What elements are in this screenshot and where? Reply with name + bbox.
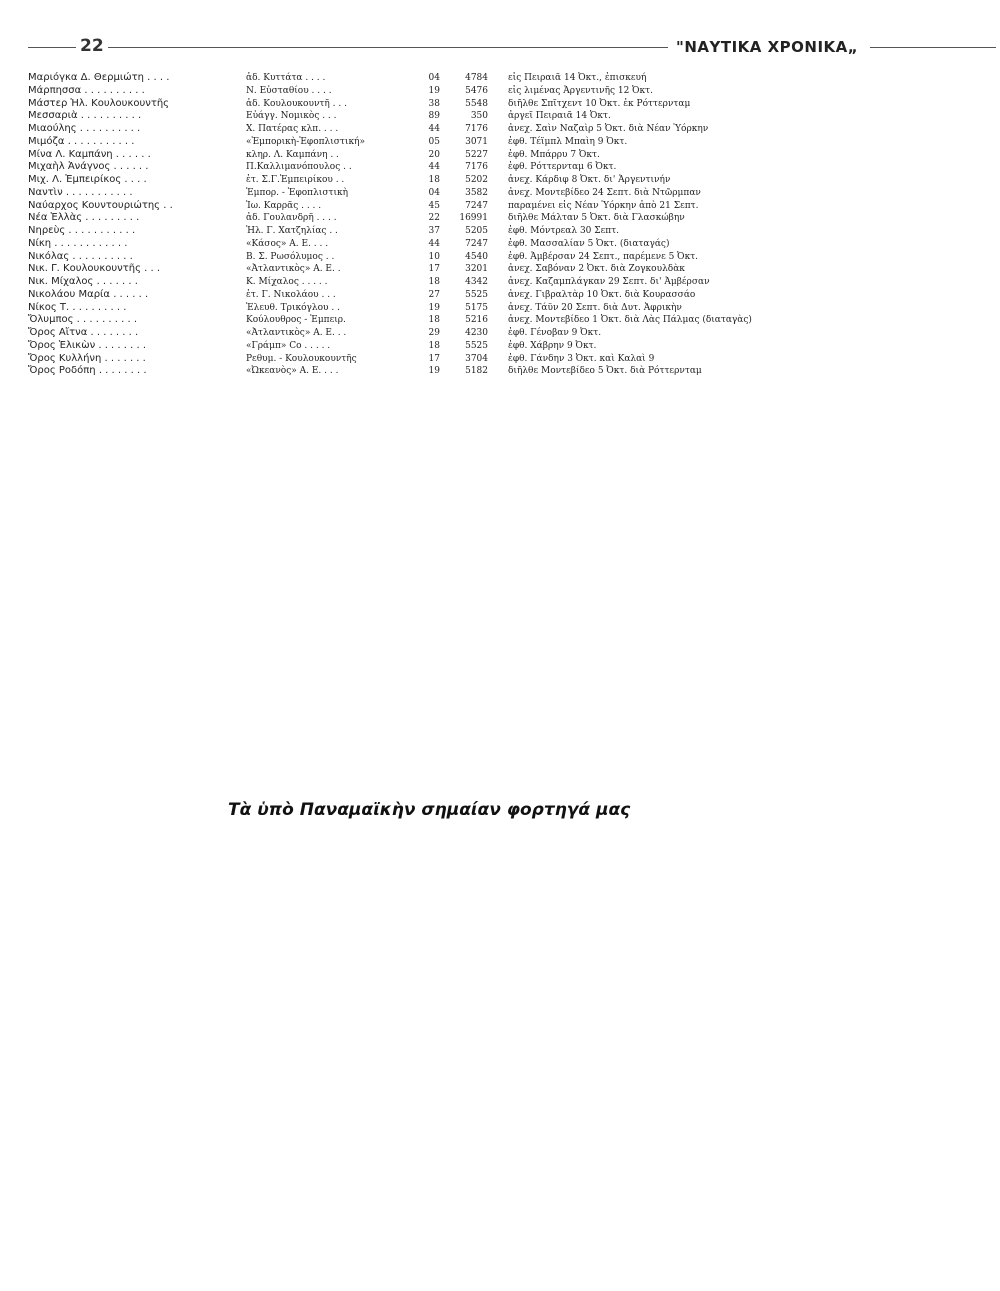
voyage-status: εἰς λιμένας Ἀργεντινῆς 12 Ὀκτ. xyxy=(508,85,654,96)
tonnage: 5548 xyxy=(465,98,488,109)
ship-owner: Εὐάγγ. Νομικὸς . . . xyxy=(246,111,337,122)
ship-row xyxy=(28,238,808,251)
ship-owner: Ἐμπορ. - Ἐφοπλιστικὴ xyxy=(246,187,348,198)
tonnage: 5175 xyxy=(465,302,488,313)
tonnage: 7176 xyxy=(465,124,488,134)
voyage-status: ἐφθ. Ἀμβέρσαν 24 Σεπτ., παρέμενε 5 Ὀκτ. xyxy=(508,251,699,262)
build-year: 22 xyxy=(428,213,440,224)
page-number: 22 xyxy=(80,36,104,56)
ship-owner: «Ἀτλαντικὸς» Α. Ε. . xyxy=(246,264,341,275)
voyage-status: ἀνεχ. Σαὶν Ναζαὶρ 5 Ὀκτ. διὰ Νέαν Ὑόρκην xyxy=(508,124,709,134)
voyage-status: ἀνεχ. Γιβραλτὰρ 10 Ὀκτ. διὰ Κουρασσάο xyxy=(508,289,696,300)
ship-owner: Ν. Εὐσταθίου . . . . xyxy=(246,85,332,96)
ship-row xyxy=(28,174,808,187)
ship-name: Ὄρος Αἴτνα . . . . . . . . xyxy=(28,327,139,338)
build-year: 18 xyxy=(428,277,440,287)
build-year: 20 xyxy=(428,149,440,160)
ship-name: Ὄρος Κυλλήνη . . . . . . . xyxy=(28,352,146,364)
ship-name: Νικ. Μίχαλος . . . . . . . xyxy=(28,276,138,287)
ship-name: Νικολάου Μαρία . . . . . . xyxy=(28,288,149,300)
ship-owner: «Ἀτλαντικὸς» Α. Ε. . . xyxy=(246,328,347,338)
ship-name: Μιχαὴλ Ἀνάγνος . . . . . . xyxy=(28,161,149,173)
voyage-status: εἰς Πειραιᾶ 14 Ὀκτ., ἐπισκευή xyxy=(508,73,647,83)
ship-row xyxy=(28,365,808,378)
ship-owner: Ἠλ. Γ. Χατζηλίας . . xyxy=(246,226,338,236)
tonnage: 4784 xyxy=(465,73,488,83)
ship-owner: «Ἐμπορικὴ-Ἐφοπλιστική» xyxy=(246,136,365,147)
tonnage: 5202 xyxy=(465,175,488,185)
build-year: 19 xyxy=(428,302,440,313)
voyage-status: παραμένει εἰς Νέαν Ὑόρκην ἀπὸ 21 Σεπτ. xyxy=(508,200,699,211)
voyage-status: ἀργεῖ Πειραιᾶ 14 Ὀκτ. xyxy=(508,111,611,122)
ship-name: Ὄλυμπος . . . . . . . . . . xyxy=(28,314,138,326)
ship-name: Μιμόζα . . . . . . . . . . . xyxy=(28,135,135,147)
header-rule-middle xyxy=(108,47,668,48)
greek-flag-ship-list xyxy=(28,72,808,378)
voyage-status: ἀνεχ. Μοντεβίδεο 24 Σεπτ. διὰ Ντῶρμπαν xyxy=(508,187,701,198)
header-rule-right xyxy=(870,47,996,48)
ship-name: Μίνα Λ. Καμπάνη . . . . . . xyxy=(28,148,151,160)
ship-name: Νέα Ἑλλὰς . . . . . . . . . xyxy=(28,212,140,224)
ship-row xyxy=(28,353,808,366)
tonnage: 5227 xyxy=(465,149,488,160)
ship-row xyxy=(28,98,808,111)
ship-row xyxy=(28,340,808,353)
tonnage: 5205 xyxy=(465,226,488,236)
build-year: 45 xyxy=(428,200,440,211)
ship-name: Νηρεὺς . . . . . . . . . . . xyxy=(28,225,136,236)
ship-row xyxy=(28,302,808,315)
ship-name: Νίκη . . . . . . . . . . . . xyxy=(28,237,128,249)
build-year: 44 xyxy=(428,162,440,173)
ship-owner: «Κάσος» Α. Ε. . . . xyxy=(246,238,329,249)
ship-name: Ναντὶν . . . . . . . . . . . xyxy=(28,186,133,198)
ship-owner: Β. Σ. Ρωσόλυμος . . xyxy=(246,251,335,262)
ship-name: Μιαούλης . . . . . . . . . . xyxy=(28,123,141,134)
ship-row xyxy=(28,123,808,136)
ship-name: Νίκος Τ. . . . . . . . . . xyxy=(28,301,127,313)
build-year: 18 xyxy=(428,175,440,185)
ship-owner: Κ. Μίχαλος . . . . . xyxy=(246,277,328,287)
voyage-status: ἀνεχ. Σαβόναν 2 Ὀκτ. διὰ Ζογκουλδὰκ xyxy=(508,264,685,275)
voyage-status: ἐφθ. Γένοβαν 9 Ὀκτ. xyxy=(508,328,602,338)
tonnage: 7247 xyxy=(465,200,488,211)
build-year: 05 xyxy=(428,136,440,147)
tonnage: 4230 xyxy=(465,328,488,338)
voyage-status: ἐφθ. Χάβρην 9 Ὀκτ. xyxy=(508,340,597,351)
ship-owner: «Ὠκεανὸς» Α. Ε. . . . xyxy=(246,366,339,377)
ship-name: Νικ. Γ. Κουλουκουντῆς . . . xyxy=(28,263,161,275)
section-title-panama: Τὰ ὑπὸ Παναμαϊκὴν σημαίαν φορτηγά μας xyxy=(228,800,631,820)
build-year: 29 xyxy=(428,328,440,338)
ship-owner: Ἐλευθ. Τρικόγλου . . xyxy=(246,302,340,313)
ship-row xyxy=(28,314,808,327)
ship-name: Ναύαρχος Κουντουριώτης . . xyxy=(28,199,173,211)
tonnage: 3201 xyxy=(465,264,488,275)
tonnage: 5182 xyxy=(465,366,488,377)
build-year: 04 xyxy=(428,73,440,83)
tonnage: 16991 xyxy=(459,213,488,224)
ship-name: Μιχ. Λ. Ἐμπειρίκος . . . . xyxy=(28,174,147,185)
tonnage: 3582 xyxy=(465,187,488,198)
ship-name: Ὄρος Ἑλικὼν . . . . . . . . xyxy=(28,339,147,351)
ship-owner: Π.Καλλιμανόπουλος . . xyxy=(246,162,352,173)
build-year: 44 xyxy=(428,124,440,134)
ship-row xyxy=(28,136,808,149)
ship-row xyxy=(28,276,808,289)
build-year: 17 xyxy=(428,353,440,364)
tonnage: 3071 xyxy=(465,136,488,147)
build-year: 19 xyxy=(428,366,440,377)
ship-name: Μαριόγκα Δ. Θερμιώτη . . . . xyxy=(28,72,170,83)
ship-owner: «Γράμπ» Co . . . . . xyxy=(246,340,331,351)
tonnage: 4342 xyxy=(465,277,488,287)
ship-row xyxy=(28,187,808,200)
ship-row xyxy=(28,263,808,276)
build-year: 44 xyxy=(428,238,440,249)
build-year: 17 xyxy=(428,264,440,275)
ship-name: Νικόλας . . . . . . . . . . xyxy=(28,250,133,262)
build-year: 18 xyxy=(428,340,440,351)
ship-name: Μάστερ Ἠλ. Κουλουκουντῆς xyxy=(28,97,170,109)
tonnage: 7247 xyxy=(465,238,488,249)
ship-row xyxy=(28,200,808,213)
ship-name: Ὄρος Ροδόπη . . . . . . . . xyxy=(28,365,147,377)
ship-row xyxy=(28,251,808,264)
build-year: 27 xyxy=(428,289,440,300)
build-year: 38 xyxy=(428,98,440,109)
ship-owner: Ἰω. Καρρᾶς . . . . xyxy=(246,200,322,211)
ship-row xyxy=(28,110,808,123)
tonnage: 3704 xyxy=(465,353,488,364)
page-header xyxy=(28,36,1000,58)
tonnage: 4540 xyxy=(465,251,488,262)
ship-owner: κληρ. Λ. Καμπάνη . . xyxy=(246,149,339,160)
tonnage: 5216 xyxy=(465,315,488,326)
ship-owner: ἀδ. Γουλανδρῆ . . . . xyxy=(246,213,337,224)
voyage-status: διῆλθε Σπῖτχεντ 10 Ὀκτ. ἐκ Ρόττερνταμ xyxy=(508,98,691,109)
tonnage: 5525 xyxy=(465,289,488,300)
ship-name: Μεσσαριὰ . . . . . . . . . . xyxy=(28,110,142,122)
voyage-status: ἀνεχ. Μοντεβίδεο 1 Ὀκτ. διὰ Λὰς Πάλμας (διαταγὰς) xyxy=(508,315,752,326)
build-year: 37 xyxy=(428,226,440,236)
voyage-status: διῆλθε Μάλταν 5 Ὀκτ. διὰ Γλασκώβην xyxy=(508,213,685,224)
tonnage: 5476 xyxy=(465,85,488,96)
ship-row xyxy=(28,72,808,85)
voyage-status: ἐφθ. Μασσαλίαν 5 Ὀκτ. (διαταγάς) xyxy=(508,238,670,249)
build-year: 18 xyxy=(428,315,440,326)
voyage-status: ἀνεχ. Καζαμπλάγκαν 29 Σεπτ. δι' Ἀμβέρσαν xyxy=(508,277,710,287)
voyage-status: ἀνεχ. Κάρδιφ 8 Ὀκτ. δι' Ἀργεντινήν xyxy=(508,175,671,185)
ship-row xyxy=(28,289,808,302)
ship-row xyxy=(28,149,808,162)
magazine-title: "ΝΑΥΤΙΚΑ ΧΡΟΝΙΚΑ„ xyxy=(676,38,859,56)
voyage-status: διῆλθε Μοντεβίδεο 5 Ὀκτ. διὰ Ρόττερνταμ xyxy=(508,366,702,377)
build-year: 89 xyxy=(428,111,440,122)
build-year: 19 xyxy=(428,85,440,96)
ship-owner: ἑτ. Γ. Νικολάου . . . xyxy=(246,289,336,300)
voyage-status: ἀνεχ. Τάϋν 20 Σεπτ. διὰ Δυτ. Ἀφρικὴν xyxy=(508,302,682,313)
tonnage: 5525 xyxy=(465,340,488,351)
ship-name: Μάρπησσα . . . . . . . . . . xyxy=(28,84,145,96)
tonnage: 7176 xyxy=(465,162,488,173)
header-rule-left xyxy=(28,47,76,48)
voyage-status: ἐφθ. Γάνδην 3 Ὀκτ. καὶ Καλαὶ 9 xyxy=(508,353,655,364)
ship-row xyxy=(28,161,808,174)
ship-row xyxy=(28,225,808,238)
build-year: 04 xyxy=(428,187,440,198)
ship-owner: ἀδ. Κυττάτα . . . . xyxy=(246,73,326,83)
ship-row xyxy=(28,212,808,225)
ship-owner: Κούλουθρος - Ἐμπειρ. xyxy=(246,315,346,326)
ship-owner: Χ. Πατέρας κλπ. . . . xyxy=(246,124,339,134)
ship-row xyxy=(28,327,808,340)
tonnage: 350 xyxy=(470,111,488,122)
voyage-status: ἐφθ. Μόντρεαλ 30 Σεπτ. xyxy=(508,226,620,236)
build-year: 10 xyxy=(428,251,440,262)
ship-owner: ἀδ. Κουλουκουντῆ . . . xyxy=(246,98,347,109)
ship-row xyxy=(28,85,808,98)
voyage-status: ἐφθ. Τέϊμπλ Μπαὶη 9 Ὀκτ. xyxy=(508,136,628,147)
ship-owner: Ρεθυμ. - Κουλουκουντῆς xyxy=(246,353,357,364)
voyage-status: ἐφθ. Ρόττερνταμ 6 Ὀκτ. xyxy=(508,162,617,173)
ship-owner: ἑτ. Σ.Γ.Ἐμπειρίκου . . xyxy=(246,175,345,185)
voyage-status: ἐφθ. Μπάρρυ 7 Ὀκτ. xyxy=(508,149,600,160)
